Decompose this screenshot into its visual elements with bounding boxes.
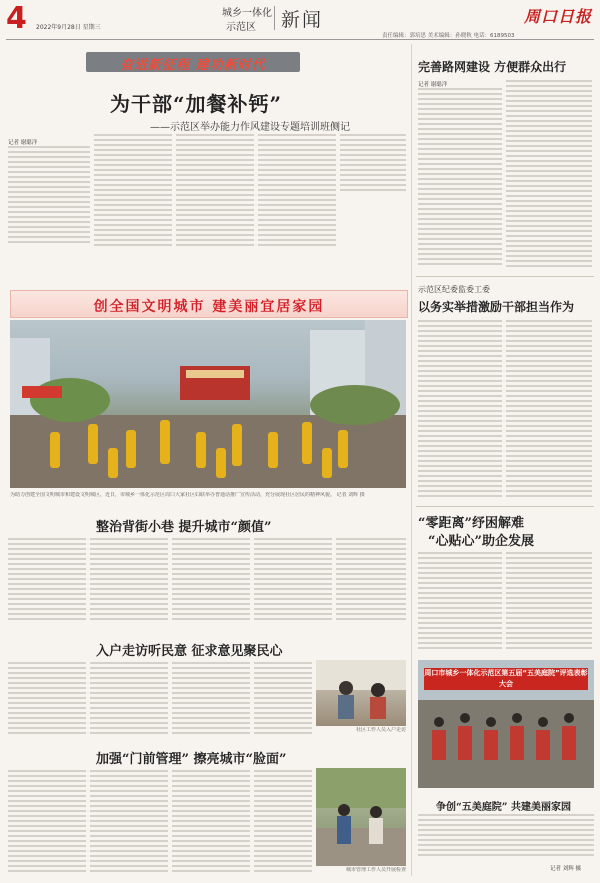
right1-byline: 记者 谢聪洋 <box>418 82 448 88</box>
dance-photo-illustration <box>10 320 406 488</box>
article2-col3 <box>172 538 250 620</box>
right3-col2 <box>506 552 592 650</box>
civ-banner <box>10 290 408 318</box>
article2-title: 整治背街小巷 提升城市“颜值” <box>96 520 272 535</box>
right2-col2 <box>506 320 592 500</box>
visit-photo <box>316 660 406 726</box>
article3-col1 <box>8 662 86 734</box>
article2-col4 <box>254 538 332 620</box>
campaign-banner-text: 奋进新征程 建功新时代 <box>120 58 266 73</box>
dance-photo <box>10 320 406 488</box>
right1-col2 <box>506 80 592 268</box>
inspection-photo <box>316 768 406 866</box>
ceremony-banner: 周口市城乡一体化示范区第五届“五美庭院”评选表彰大会 <box>424 669 588 688</box>
lead-body-col1 <box>8 146 90 246</box>
article2-col1 <box>8 538 86 620</box>
lead-subtitle: ——示范区举办能力作风建设专题培训班侧记 <box>150 122 350 133</box>
right4-caption-lines <box>418 814 594 858</box>
dance-photo-caption: 为助力创建全国文明城市和建设文明城区，近日，市城乡一体化示范区周口大家社区妇联举办普通话推广宣传活动，充分展现社区居民的精神风貌。 记者 刘辉 摄 <box>10 492 365 498</box>
section-divider <box>274 6 275 30</box>
right1-title: 完善路网建设 方便群众出行 <box>418 60 567 74</box>
lead-title: 为干部“加餐补钙” <box>110 92 283 116</box>
article3-title: 入户走访听民意 征求意见聚民心 <box>96 644 283 659</box>
article4-col2 <box>90 770 168 874</box>
inspection-photo-caption: 城市管理工作人员开展检查 <box>345 867 406 873</box>
lead-body-col2 <box>94 134 172 246</box>
right1-col1 <box>418 88 502 268</box>
editor-line: 责任编辑：郭培思 美术编辑：孙晓秋 电话：6189503 <box>382 33 515 39</box>
article2-col2 <box>90 538 168 620</box>
article3-col2 <box>90 662 168 734</box>
article4-col4 <box>254 770 312 874</box>
section-top: 城乡一体化 <box>222 8 272 19</box>
right4-title: 争创“五美庭院” 共建美丽家园 <box>436 802 571 813</box>
right2-col1 <box>418 320 502 500</box>
masthead-logo: 周口日报 <box>524 7 593 26</box>
right3-col1 <box>418 552 502 650</box>
inspection-photo-illustration <box>316 768 406 866</box>
right3-title-line2: “心贴心”助企发展 <box>428 534 534 549</box>
visit-photo-caption: 社区工作人员入户走访 <box>355 727 406 733</box>
campaign-banner <box>86 52 300 72</box>
section-name: 新闻 <box>281 9 324 31</box>
article3-col3 <box>172 662 250 734</box>
masthead-rule <box>6 39 594 40</box>
article4-title: 加强“门前管理” 擦亮城市“脸面” <box>96 752 287 767</box>
issue-date: 2022年9月28日 星期三 <box>36 24 101 31</box>
lead-body-col5 <box>340 134 406 194</box>
right2-title: 以务实举措激励干部担当作为 <box>418 300 575 314</box>
masthead <box>0 0 600 42</box>
article3-col4 <box>254 662 312 734</box>
article4-col3 <box>172 770 250 874</box>
visit-photo-illustration <box>316 660 406 726</box>
right2-kicker: 示范区纪委监委工委 <box>418 285 490 294</box>
lead-byline: 记者 谢聪洋 <box>8 140 38 146</box>
right4-byline: 记者 刘辉 摄 <box>550 866 581 872</box>
lead-body-col4 <box>258 134 336 246</box>
page-number: 4 <box>6 1 27 36</box>
column-rule <box>411 44 412 876</box>
article4-col1 <box>8 770 86 874</box>
right2-rule <box>416 506 594 507</box>
right1-rule <box>416 276 594 277</box>
ceremony-photo <box>418 660 594 788</box>
civ-banner-text: 创全国文明城市 建美丽宜居家园 <box>93 299 325 315</box>
lead-body-col3 <box>176 134 254 246</box>
section-bottom: 示范区 <box>226 22 256 33</box>
right3-title-line1: “零距离”纾困解难 <box>418 516 524 531</box>
article2-col5 <box>336 538 406 620</box>
